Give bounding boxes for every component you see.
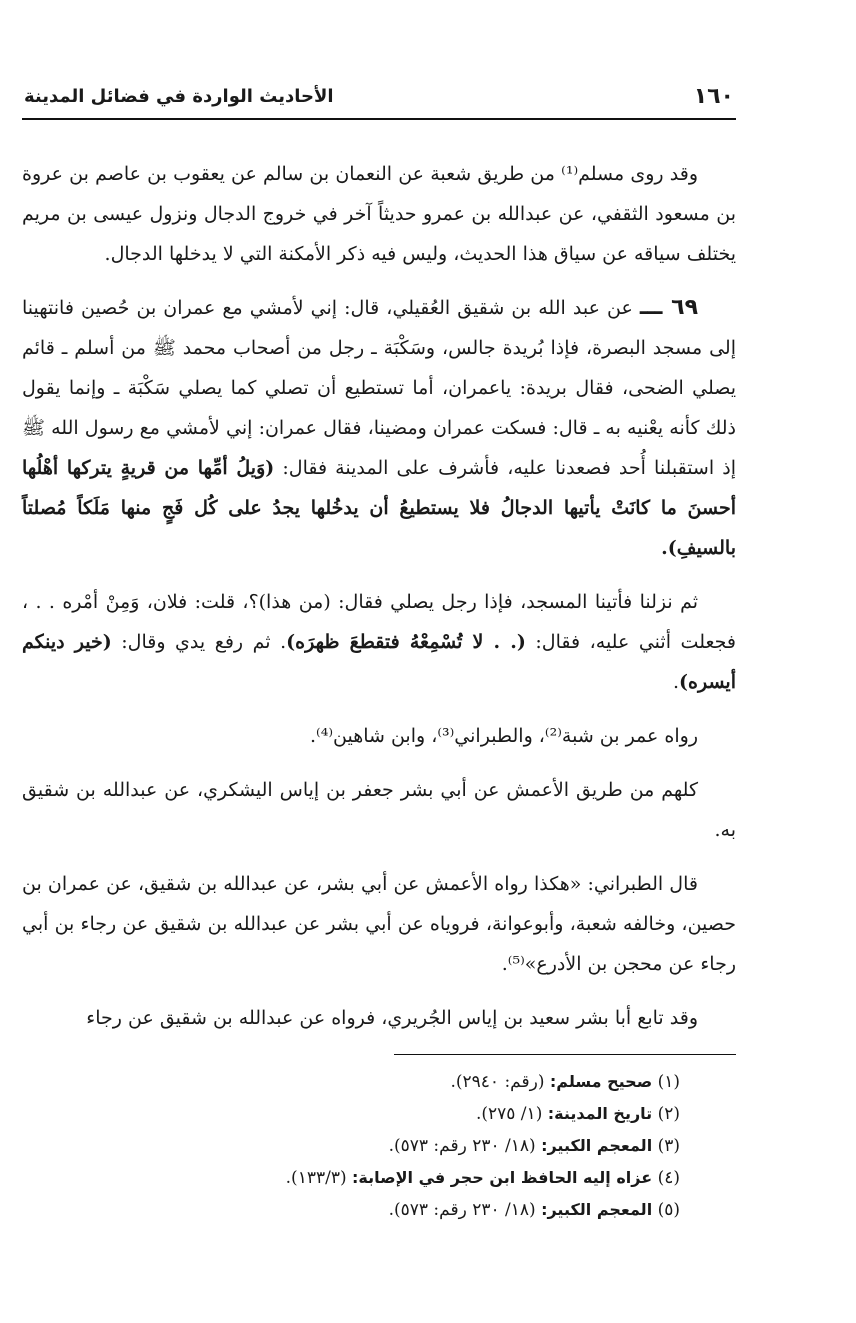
- footnote-reference: (١٨/ ٢٣٠ رقم: ٥٧٣).: [388, 1136, 536, 1156]
- footnote-source: المعجم الكبير:: [541, 1136, 653, 1155]
- footnote-reference: (١٨/ ٢٣٠ رقم: ٥٧٣).: [388, 1200, 536, 1220]
- footnote-number: (٤): [657, 1168, 680, 1188]
- footnotes: [40, 1066, 680, 1226]
- mosque-text-c: . ثم رفع يدي وقال:: [121, 631, 287, 653]
- mosque-quote-2: (خير دينكم أيسره): [22, 631, 736, 693]
- footnote-number: (٢): [657, 1104, 680, 1124]
- footnote: [40, 1130, 680, 1162]
- paragraph-tabarani: قال الطبراني: «هكذا رواه الأعمش عن أبي بشر، عن عبدالله بن شقيق، عن عمران بن حصين، وخالفه شعبة، وأبوعوانة، فروياه عن أبي بشر عن عبدالله بن شقيق عن رجاء بن أبي رجاء عن محجن بن الأدرع»⁽⁵⁾.: [22, 873, 736, 975]
- hadith-number: ٦٩ ـــ: [639, 295, 698, 320]
- footnote-number: (١): [657, 1072, 680, 1092]
- hadith-quote: (وَيلُ أمِّها من قريةٍ يتركها أهْلُها أحسنَ ما كانَتْ يأتيها الدجالُ فلا يستطيعُ أن يدخُلها يجدُ على كُل فَجٍ منها مَلَكاً مُصلتاً بالسيفِ).: [22, 457, 736, 559]
- footnote: [40, 1194, 680, 1226]
- hadith-69: [22, 288, 736, 568]
- footnote: [40, 1162, 680, 1194]
- footnote-reference: (١/ ٢٧٥).: [475, 1104, 543, 1124]
- mosque-text-a: ثم نزلنا فأتينا المسجد، فإذا رجل يصلي فقال: (من هذا)؟، قلت: فلان، وَمِنْ أمْره . . ، فجعلت أثني عليه، فقال:: [22, 591, 736, 653]
- footnote-source: المعجم الكبير:: [541, 1200, 653, 1219]
- mosque-quote-1: (. . لا تُسْمِعْهُ فتقطعَ ظهرَه): [286, 631, 526, 653]
- paragraph-jurayri: وقد تابع أبا بشر سعيد بن إياس الجُريري، فرواه عن عبدالله بن شقيق عن رجاء: [86, 1007, 698, 1029]
- footnote-source: عزاه إليه الحافظ ابن حجر في الإصابة:: [352, 1168, 653, 1187]
- page-number: ١٦٠: [693, 84, 734, 109]
- paragraph-muslim-narration: وقد روى مسلم⁽¹⁾ من طريق شعبة عن النعمان بن سالم عن يعقوب بن عاصم بن عروة بن مسعود الثقفي، عن عبدالله بن عمرو حديثاً آخر في خروج الدجال ونزول عيسى بن مريم يختلف سياقه عن سياق هذا الحديث، وليس فيه ذكر الأمكنة التي لا يدخلها الدجال.: [22, 163, 736, 265]
- footnote-number: (٣): [657, 1136, 680, 1156]
- footnote: [40, 1066, 680, 1098]
- paragraph-chain: كلهم من طريق الأعمش عن أبي بشر جعفر بن إياس اليشكري، عن عبدالله بن شقيق به.: [22, 779, 736, 841]
- footnote-reference: (١٣٣/٣).: [285, 1168, 347, 1188]
- running-header: [22, 84, 736, 120]
- paragraph-narrators: رواه عمر بن شبة⁽²⁾، والطبراني⁽³⁾، وابن شاهين⁽⁴⁾.: [309, 725, 698, 747]
- paragraph-mosque: [22, 582, 736, 702]
- footnote-reference: (رقم: ٢٩٤٠).: [450, 1072, 545, 1092]
- main-text: [22, 154, 736, 1052]
- running-title: الأحاديث الواردة في فضائل المدينة: [24, 86, 334, 107]
- footnote: [40, 1098, 680, 1130]
- footnote-divider: [394, 1054, 736, 1055]
- footnote-source: تاريخ المدينة:: [547, 1104, 653, 1123]
- footnote-number: (٥): [657, 1200, 680, 1220]
- footnote-source: صحيح مسلم:: [549, 1072, 653, 1091]
- mosque-text-e: .: [673, 671, 680, 693]
- hadith-text: عن عبد الله بن شقيق العُقيلي، قال: إني لأمشي مع عمران بن حُصين فانتهينا إلى مسجد البصرة، فإذا بُريدة جالس، وسَكْبَة ـ رجل من أصحاب محمد ﷺ من أسلم ـ قائم يصلي الضحى، فقال بريدة: ياعمران، أما تستطيع أن تصلي كما يصلي سَكْبَة ـ وإنما يقول ذلك كأنه يعْنيه به ـ قال: فسكت عمران ومضينا، فقال عمران: إني لأمشي مع رسول الله ﷺ إذ استقبلنا أُحد فصعدنا عليه، فأشرف على المدينة فقال:: [22, 297, 736, 479]
